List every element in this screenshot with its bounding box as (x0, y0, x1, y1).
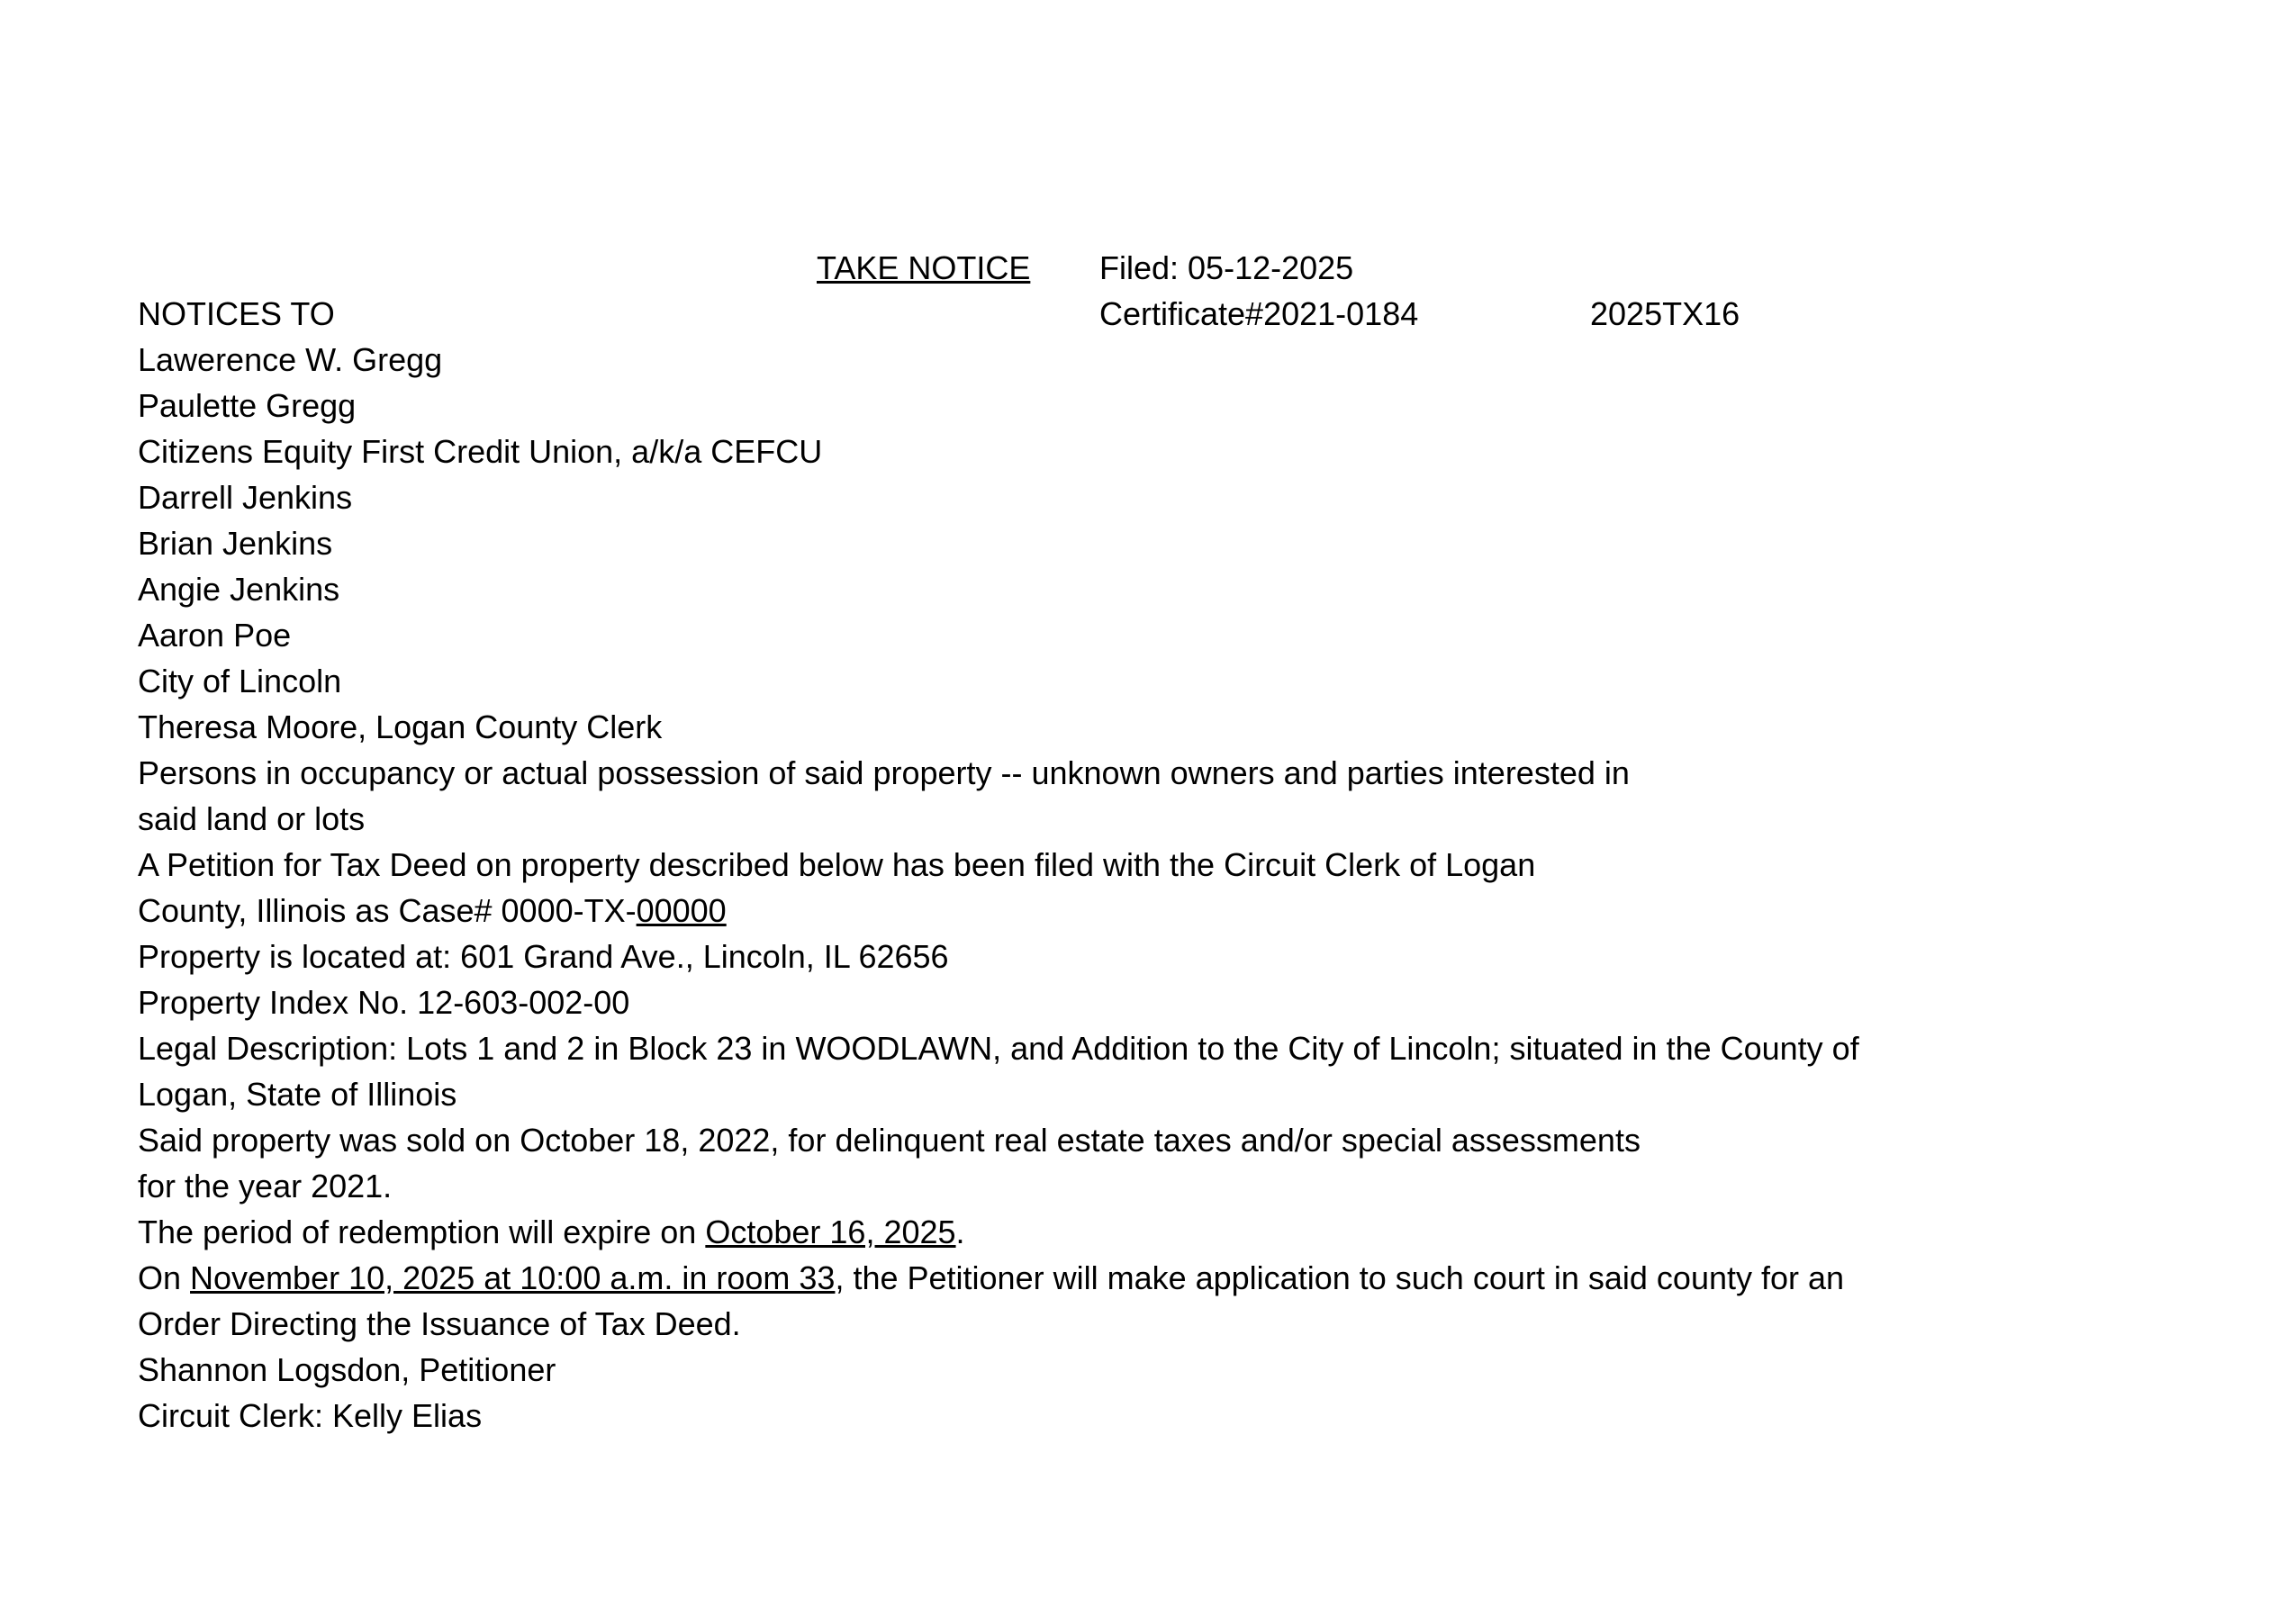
legal-description-line-2: Logan, State of Illinois (138, 1076, 457, 1113)
recipient-line: Persons in occupancy or actual possession of said property -- unknown owners and parties interested in (138, 754, 1630, 791)
case-year-number: 2025TX16 (1590, 295, 1740, 332)
header-line-2 (138, 291, 2242, 337)
sold-line-2: for the year 2021. (138, 1168, 393, 1204)
recipient-line: Angie Jenkins (138, 571, 340, 608)
hearing-prefix: On (138, 1259, 191, 1296)
notices-to-label: NOTICES TO (138, 295, 335, 332)
take-notice-title: TAKE NOTICE (817, 249, 1031, 286)
petitioner-line: Shannon Logsdon, Petitioner (138, 1351, 556, 1388)
recipient-line: said land or lots (138, 800, 366, 837)
redemption-date-underline: October 16, 2025 (705, 1213, 956, 1250)
redemption-suffix: . (955, 1213, 965, 1250)
recipient-line: City of Lincoln (138, 663, 342, 699)
recipient-line: Theresa Moore, Logan County Clerk (138, 708, 663, 745)
recipient-line: Brian Jenkins (138, 525, 333, 562)
certificate-number: Certificate#2021-0184 (1099, 295, 1419, 332)
hearing-suffix: , the Petitioner will make application to such court in said county for an (835, 1259, 1845, 1296)
recipient-line: Lawerence W. Gregg (138, 341, 443, 378)
document-content (138, 245, 2242, 1439)
legal-description-line-1: Legal Description: Lots 1 and 2 in Block 23 in WOODLAWN, and Addition to the City of Lincoln; situated in the County of (138, 1030, 1859, 1067)
redemption-line (138, 1209, 2242, 1255)
filed-date: Filed: 05-12-2025 (1099, 249, 1354, 286)
property-index-line: Property Index No. 12-603-002-00 (138, 984, 630, 1021)
redemption-prefix: The period of redemption will expire on (138, 1213, 706, 1250)
header-line-1 (138, 245, 2242, 291)
recipient-line: Paulette Gregg (138, 387, 357, 424)
sold-line-1: Said property was sold on October 18, 2022, for delinquent real estate taxes and/or special assessments (138, 1122, 1641, 1159)
property-location-line: Property is located at: 601 Grand Ave., Lincoln, IL 62656 (138, 938, 949, 975)
circuit-clerk-line: Circuit Clerk: Kelly Elias (138, 1397, 483, 1434)
hearing-line-1 (138, 1255, 2242, 1301)
petition-line-1: A Petition for Tax Deed on property described below has been filed with the Circuit Clerk of Logan (138, 846, 1536, 883)
hearing-date-underline: November 10, 2025 at 10:00 a.m. in room 33 (190, 1259, 836, 1296)
recipient-line: Darrell Jenkins (138, 479, 353, 516)
recipient-line: Aaron Poe (138, 617, 292, 654)
hearing-line-2: Order Directing the Issuance of Tax Deed. (138, 1305, 741, 1342)
recipient-line: Citizens Equity First Credit Union, a/k/a CEFCU (138, 433, 823, 470)
case-number-prefix: County, Illinois as Case# 0000-TX- (138, 892, 637, 929)
case-number-underline: 00000 (636, 892, 727, 929)
petition-line-2 (138, 888, 2242, 934)
